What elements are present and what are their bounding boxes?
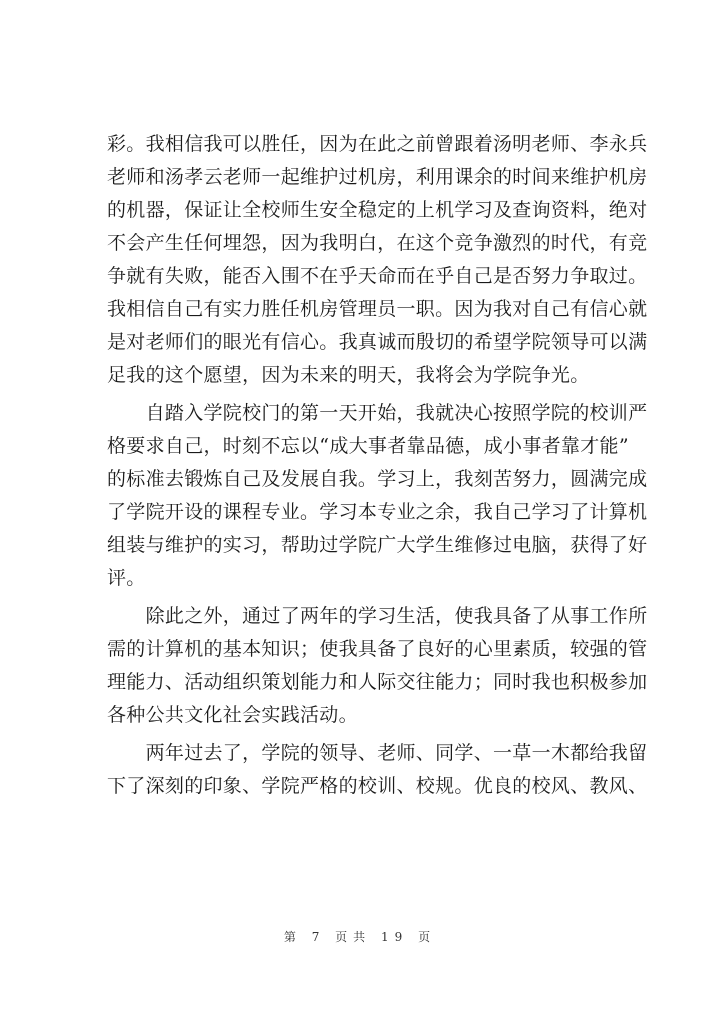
text-line: 我相信自己有实力胜任机房管理员一职。因为我对自己有信心就	[107, 298, 648, 320]
text-line: 的标准去锻炼自己及发展自我。学习上，我刻苦努力，圆满完成	[107, 468, 648, 490]
paragraph-4	[107, 737, 648, 803]
text-line: 格要求自己，时刻不忘以“成大事者靠品德，成小事者靠才能”	[107, 435, 629, 457]
paragraph-3	[107, 600, 648, 732]
body-text	[107, 128, 648, 803]
text-line: 两年过去了，学院的领导、老师、同学、一草一木都给我留	[107, 742, 648, 764]
text-line: 的机器，保证让全校师生安全稳定的上机学习及查询资料，绝对	[107, 199, 648, 221]
text-line: 除此之外，通过了两年的学习生活，使我具备了从事工作所	[107, 605, 648, 627]
text-line: 老师和汤孝云老师一起维护过机房，利用课余的时间来维护机房	[107, 166, 648, 188]
text-line: 足我的这个愿望，因为未来的明天，我将会为学院争光。	[107, 364, 590, 386]
text-line: 下了深刻的印象、学院严格的校训、校规。优良的校风、教风、	[107, 775, 648, 797]
text-line: 评。	[107, 567, 146, 589]
text-line: 组装与维护的实习，帮助过学院广大学生维修过电脑，获得了好	[107, 534, 648, 556]
text-line: 理能力、活动组织策划能力和人际交往能力；同时我也积极参加	[107, 671, 648, 693]
text-line: 争就有失败，能否入围不在乎天命而在乎自己是否努力争取过。	[107, 265, 648, 287]
text-line: 各种公共文化社会实践活动。	[107, 704, 358, 726]
paragraph-2	[107, 397, 648, 595]
text-line: 不会产生任何埋怨，因为我明白，在这个竞争激烈的时代，有竞	[107, 232, 648, 254]
text-line: 了学院开设的课程专业。学习本专业之余，我自己学习了计算机	[107, 501, 648, 523]
paragraph-1	[107, 128, 648, 392]
text-line: 彩。我相信我可以胜任，因为在此之前曾跟着汤明老师、李永兵	[107, 133, 648, 155]
page-footer: 第 7 页共 19 页	[283, 930, 437, 944]
text-line: 需的计算机的基本知识；使我具备了良好的心里素质，较强的管	[107, 638, 648, 660]
text-line: 自踏入学院校门的第一天开始，我就决心按照学院的校训严	[107, 402, 648, 424]
text-line: 是对老师们的眼光有信心。我真诚而殷切的希望学院领导可以满	[107, 331, 648, 353]
